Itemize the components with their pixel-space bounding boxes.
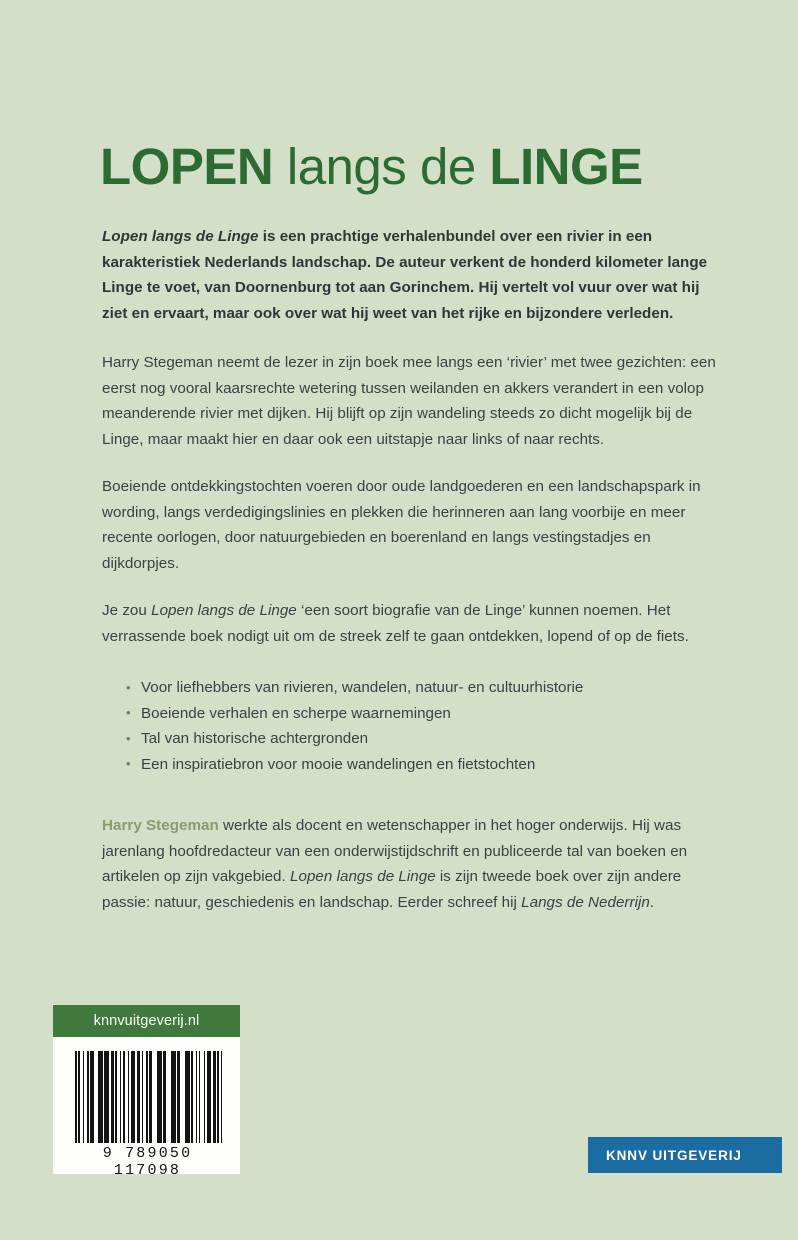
list-item: • Boeiende verhalen en scherpe waarnemingen (126, 701, 722, 727)
publisher-logo[interactable] (588, 1137, 782, 1173)
author-bio-paragraph (102, 813, 722, 915)
barcode-card (53, 1037, 240, 1179)
list-item: • Voor liefhebbers van rivieren, wandelen, natuur- en cultuurhistorie (126, 675, 722, 701)
page-title (100, 138, 643, 196)
title-word-linge: LINGE (489, 138, 643, 195)
barcode-block (53, 1005, 240, 1179)
blurb-p4-before: Je zou (102, 602, 152, 619)
title-word-langs-de: langs de (286, 138, 476, 195)
blurb-p4-title: Lopen langs de Linge (151, 602, 297, 619)
bio-text-2: is zijn tweede boek over zijn andere passie: natuur, geschiedenis en landschap. Eerder schreef hij (102, 868, 682, 911)
blurb-paragraph-4 (102, 598, 722, 649)
bio-book-title-2: Langs de Nederrijn (521, 893, 650, 911)
blurb-paragraph-2: Harry Stegeman neemt de lezer in zijn boek mee langs een ‘rivier’ met twee gezichten: een eerst nog vooral kaarsrechte wetering tussen weilanden en akkers verandert in een volop meanderende rivier met dijken. Hij blijft op zijn wandeling steeds zo dicht mogelijk bij de Linge, maar maakt hier en daar ook een uitstapje naar links of naar rechts. (102, 354, 716, 448)
blurb-p4-after: ‘een soort biografie van de Linge’ kunnen noemen. Het verrassende boek nodigt uit om de streek zelf te gaan ontdekken, lopend of op de fiets. (102, 602, 689, 645)
bio-book-title-1: Lopen langs de Linge (290, 868, 436, 885)
publisher-website-banner[interactable]: knnvuitgeverij.nl (53, 1005, 240, 1037)
bio-text-3: . (649, 893, 655, 911)
blurb-container (102, 224, 722, 937)
list-item: • Een inspiratiebron voor mooie wandelingen en fietstochten (126, 752, 722, 778)
feature-bullet-list (102, 675, 722, 777)
list-item: • Tal van historische achtergronden (126, 726, 722, 752)
author-name: Harry Stegeman (102, 817, 219, 834)
blurb-lead-rest: is een prachtige verhalenbundel over een rivier in een karakteristiek Nederlands landschap. De auteur verkent de honderd kilometer lange Linge te voet, van Doornenburg tot aan Gorinchem. Hij vertelt vol vuur over wat hij ziet en ervaart, maar ook over wat hij weet van het rijke en bijzondere verleden. (102, 228, 708, 322)
blurb-lead-paragraph (102, 224, 722, 326)
barcode-icon (75, 1051, 222, 1143)
blurb-lead-title: Lopen langs de Linge (102, 228, 259, 245)
title-word-lopen: LOPEN (100, 138, 274, 195)
bio-text-1: werkte als docent en wetenschapper in het hoger onderwijs. Hij was jarenlang hoofdredacteur van een onderwijstijdschrift en publiceerde tal van boeken en artikelen op zijn vakgebied. (102, 817, 688, 885)
blurb-paragraph-3: Boeiende ontdekkingstochten voeren door oude landgoederen en een landschapspark in wording, langs verdedigingslinies en plekken die herinneren aan lang voorbije en meer recente oorlogen, door natuurgebieden en boerenland en langs vestingstadjes en dijkdorpjes. (102, 478, 701, 572)
publisher-logo-label: KNNV UITGEVERIJ (606, 1147, 742, 1163)
barcode-digits: 9 789050 117098 (102, 1145, 193, 1179)
